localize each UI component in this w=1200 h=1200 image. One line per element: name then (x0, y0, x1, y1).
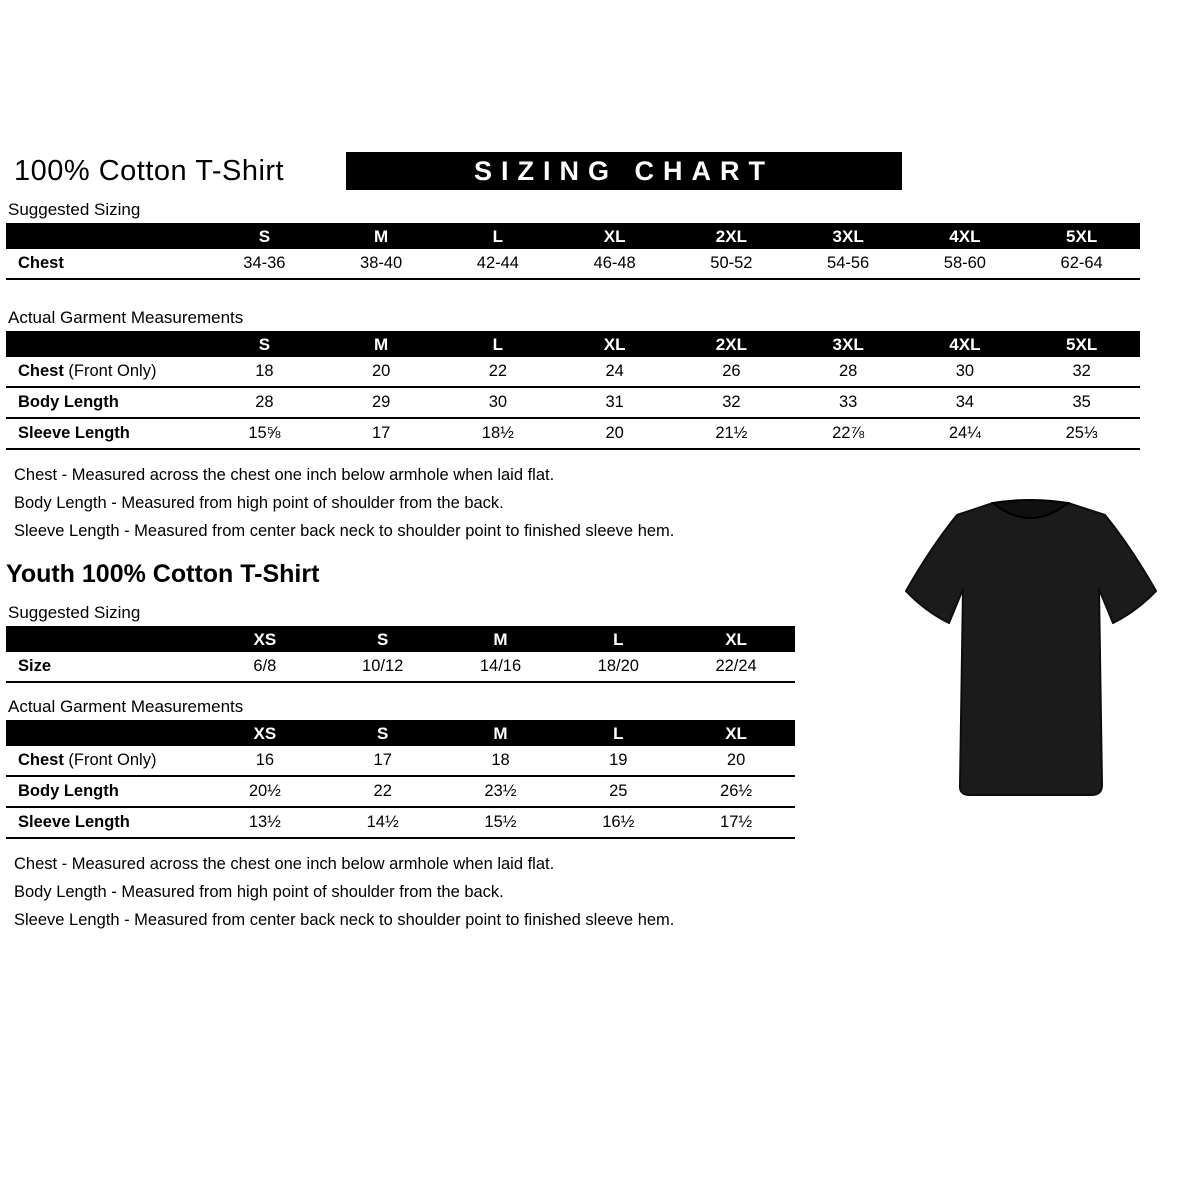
measurement-cell: 42-44 (476, 254, 519, 272)
measurement-row (6, 388, 1140, 419)
measurement-cell: 14/16 (479, 657, 522, 675)
size-column-header: S (258, 226, 271, 246)
size-column-header: S (258, 334, 271, 354)
size-column-header: 5XL (1066, 226, 1098, 246)
size-header-row (6, 721, 795, 746)
measurement-cell: 18 (491, 751, 510, 769)
sizing-chart-banner: SIZING CHART (346, 152, 902, 190)
measurement-row (6, 249, 1140, 280)
measurement-cell: 54-56 (827, 254, 870, 272)
measurement-cell: 31 (605, 393, 624, 411)
size-column-header: XL (603, 334, 626, 354)
measurement-cell: 15⅝ (248, 424, 281, 442)
measurement-row (6, 419, 1140, 450)
measurement-cell: 33 (838, 393, 858, 411)
measurement-cell: 22⅞ (832, 424, 865, 442)
size-column-header: 3XL (832, 334, 864, 354)
size-column-header: XS (253, 723, 277, 743)
size-column-header: 4XL (949, 334, 981, 354)
measurement-cell: 28 (838, 362, 858, 380)
measurement-cell: 14½ (366, 813, 399, 831)
measurement-row (6, 357, 1140, 388)
size-column-header: XL (725, 629, 747, 649)
measurement-row (6, 652, 795, 683)
measurement-cell: 32 (1072, 362, 1091, 380)
row-label: Chest (Front Only) (18, 751, 157, 769)
tshirt-silhouette (906, 503, 1156, 795)
size-column-header: L (613, 629, 624, 649)
adult-suggested-table (6, 223, 1140, 280)
size-column-header: M (493, 629, 508, 649)
size-column-header: L (492, 334, 504, 354)
size-column-header: M (374, 334, 389, 354)
measurement-cell: 13½ (248, 813, 281, 831)
measurement-row (6, 808, 795, 839)
adult-suggested-label: Suggested Sizing (8, 200, 141, 219)
row-label: Sleeve Length (18, 813, 130, 831)
row-label: Body Length (18, 782, 119, 800)
size-column-header: 5XL (1066, 334, 1098, 354)
measurement-cell: 23½ (484, 782, 517, 800)
youth-suggested-label: Suggested Sizing (8, 603, 141, 622)
measurement-cell: 25 (609, 782, 628, 800)
black-tshirt-image (893, 477, 1168, 817)
measurement-cell: 24¼ (948, 424, 981, 442)
size-column-header: M (374, 226, 389, 246)
size-column-header: M (493, 723, 508, 743)
adult-actual-table (6, 331, 1140, 450)
row-label: Sleeve Length (18, 424, 130, 442)
measurement-cell: 30 (488, 393, 508, 411)
adult-note-sleeve-length: Sleeve Length - Measured from center back neck to shoulder point to finished sleeve hem. (14, 522, 675, 540)
youth-section-title: Youth 100% Cotton T-Shirt (6, 560, 320, 588)
row-label: Chest (18, 254, 64, 272)
measurement-cell: 62-64 (1060, 254, 1103, 272)
measurement-cell: 20 (371, 362, 391, 380)
measurement-cell: 24 (605, 362, 624, 380)
measurement-cell: 25⅓ (1065, 424, 1098, 442)
measurement-cell: 22/24 (715, 657, 757, 675)
measurement-cell: 21½ (715, 424, 748, 442)
measurement-cell: 34-36 (243, 254, 286, 272)
size-column-header: 4XL (949, 226, 981, 246)
size-column-header: XL (603, 226, 626, 246)
tshirt-icon (893, 477, 1168, 817)
measurement-cell: 15½ (484, 813, 517, 831)
measurement-cell: 17 (373, 751, 392, 769)
measurement-cell: 50-52 (710, 254, 753, 272)
measurement-cell: 18½ (481, 424, 514, 442)
row-label: Chest (Front Only) (18, 362, 157, 380)
measurement-cell: 34 (955, 393, 975, 411)
row-label: Size (18, 657, 52, 675)
youth-note-chest: Chest - Measured across the chest one inch below armhole when laid flat. (14, 855, 555, 873)
measurement-cell: 35 (1072, 393, 1091, 411)
size-column-header: L (492, 226, 504, 246)
adult-section-title: 100% Cotton T-Shirt (14, 154, 285, 187)
measurement-cell: 28 (255, 393, 274, 411)
measurement-cell: 19 (609, 751, 628, 769)
size-column-header: 2XL (715, 226, 747, 246)
youth-note-body-length: Body Length - Measured from high point of shoulder from the back. (14, 883, 504, 901)
size-column-header: 2XL (715, 334, 747, 354)
measurement-cell: 20½ (248, 782, 281, 800)
measurement-cell: 32 (722, 393, 741, 411)
size-column-header: S (377, 629, 389, 649)
size-column-header: L (613, 723, 624, 743)
youth-measurement-notes (14, 855, 1200, 929)
measurement-cell: 20 (605, 424, 624, 442)
size-header-row (6, 224, 1140, 249)
measurement-cell: 16 (255, 751, 275, 769)
measurement-cell: 18 (255, 362, 274, 380)
measurement-cell: 18/20 (597, 657, 639, 675)
header-row (14, 152, 1200, 190)
youth-actual-label: Actual Garment Measurements (8, 697, 244, 716)
row-label: Body Length (18, 393, 119, 411)
measurement-cell: 22 (373, 782, 392, 800)
youth-actual-table (6, 720, 795, 839)
measurement-cell: 17½ (720, 813, 753, 831)
measurement-row (6, 746, 795, 777)
youth-suggested-table (6, 626, 795, 683)
measurement-cell: 26 (722, 362, 741, 380)
measurement-cell: 58-60 (943, 254, 986, 272)
size-column-header: S (377, 723, 389, 743)
measurement-cell: 29 (371, 393, 391, 411)
measurement-cell: 46-48 (593, 254, 636, 272)
measurement-cell: 38-40 (360, 254, 403, 272)
adult-actual-label: Actual Garment Measurements (8, 308, 244, 327)
measurement-cell: 10/12 (362, 657, 404, 675)
adult-note-chest: Chest - Measured across the chest one inch below armhole when laid flat. (14, 466, 555, 484)
measurement-cell: 17 (371, 424, 391, 442)
measurement-cell: 20 (726, 751, 746, 769)
measurement-cell: 26½ (720, 782, 753, 800)
size-header-row (6, 627, 795, 652)
measurement-cell: 30 (955, 362, 975, 380)
size-column-header: 3XL (832, 226, 864, 246)
size-header-row (6, 332, 1140, 357)
size-column-header: XS (253, 629, 277, 649)
size-column-header: XL (725, 723, 747, 743)
adult-note-body-length: Body Length - Measured from high point of shoulder from the back. (14, 494, 504, 512)
measurement-cell: 22 (488, 362, 508, 380)
measurement-cell: 6/8 (253, 657, 277, 675)
measurement-row (6, 777, 795, 808)
youth-note-sleeve-length: Sleeve Length - Measured from center back neck to shoulder point to finished sleeve hem. (14, 911, 675, 929)
measurement-cell: 16½ (602, 813, 635, 831)
